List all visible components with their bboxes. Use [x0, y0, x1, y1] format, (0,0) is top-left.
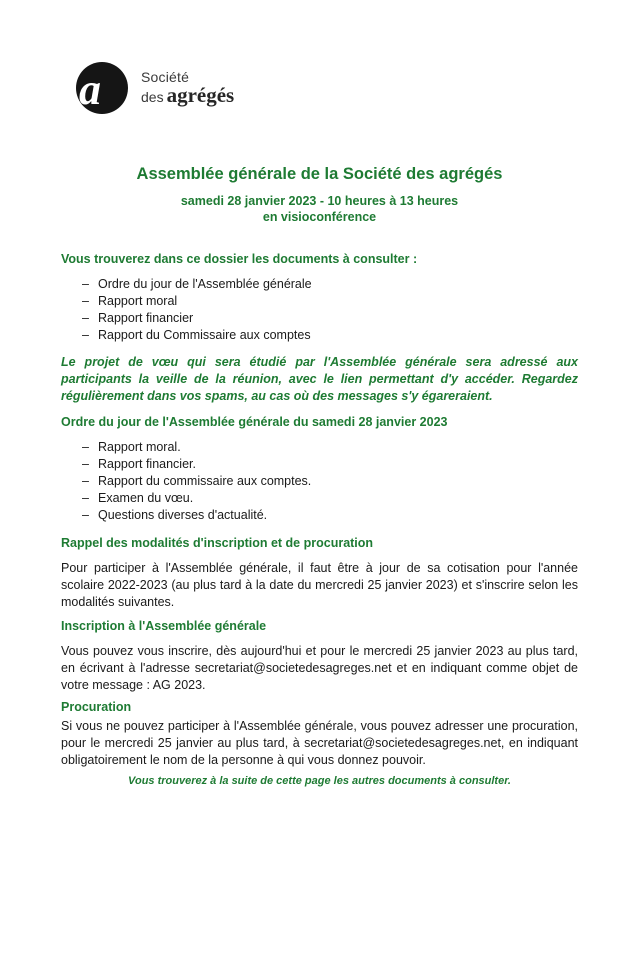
logo-wordmark [141, 70, 234, 107]
list-item-text: Rapport du commissaire aux comptes. [98, 474, 312, 488]
list-item-text: Questions diverses d'actualité. [98, 508, 268, 522]
org-logo [76, 62, 578, 114]
dash-bullet: – [82, 440, 89, 454]
list-item [61, 507, 578, 524]
logo-line1: Société [141, 68, 190, 85]
meeting-mode-line: en visioconférence [262, 210, 377, 224]
list-item-text: Rapport du Commissaire aux comptes [98, 328, 311, 342]
list-item [61, 439, 578, 456]
dossier-heading: Vous trouverez dans ce dossier les documents à consulter : [61, 252, 418, 266]
meeting-date-line: samedi 28 janvier 2023 - 10 heures à 13 heures [180, 194, 459, 208]
page-title: Assemblée générale de la Société des agrégés [136, 165, 503, 183]
list-item [61, 473, 578, 490]
logo-line2 [141, 84, 234, 106]
meeting-datetime [61, 193, 578, 225]
modalites-heading: Rappel des modalités d'inscription et de procuration [61, 536, 374, 550]
dash-bullet: – [82, 508, 89, 522]
dash-bullet: – [82, 311, 89, 325]
list-item-text: Rapport financier. [98, 457, 196, 471]
list-item-text: Rapport financier [98, 311, 194, 325]
document-page [0, 62, 636, 787]
list-item-text: Examen du vœu. [98, 491, 194, 505]
dash-bullet: – [82, 328, 89, 342]
list-item-text: Rapport moral. [98, 440, 181, 454]
dash-bullet: – [82, 277, 89, 291]
list-item [61, 456, 578, 473]
modalites-paragraph: Pour participer à l'Assemblée générale, il faut être à jour de sa cotisation pour l'année scolaire 2022-2023 (au plus tard à la date du mercredi 25 janvier 2023) et s'inscrire selon les modalités suivantes. [61, 561, 578, 609]
logo-line2-regular: des [141, 89, 164, 106]
voeu-notice-paragraph: Le projet de vœu qui sera étudié par l'Assemblée générale sera adressé aux participants la veille de la réunion, avec le lien permettant d'y accéder. Regardez régulièrement dans vos spams, au cas où des messages s'y égareraient. [61, 355, 578, 403]
logo-line2-serif: agrégés [166, 83, 235, 108]
logo-monogram-letter: a [79, 65, 101, 114]
procuration-heading: Procuration [61, 700, 132, 714]
list-item [61, 490, 578, 507]
agenda-items-list [61, 439, 578, 524]
list-item-text: Ordre du jour de l'Assemblée générale [98, 277, 312, 291]
inscription-paragraph: Vous pouvez vous inscrire, dès aujourd'hui et pour le mercredi 25 janvier 2023 au plus tard, en écrivant à l'adresse secretariat@societedesagreges.net et en indiquant comme objet de votre message : AG 2023. [61, 644, 578, 692]
dossier-documents-list [61, 276, 578, 344]
dash-bullet: – [82, 457, 89, 471]
list-item [61, 293, 578, 310]
procuration-paragraph: Si vous ne pouvez participer à l'Assemblée générale, vous pouvez adresser une procuration, pour le mercredi 25 janvier au plus tard, à secretariat@societedesagreges.net, en indiquant obligatoirement le nom de la personne à qui vous donnez pouvoir. [61, 719, 578, 767]
footer-note: Vous trouverez à la suite de cette page les autres documents à consulter. [128, 775, 511, 787]
inscription-heading: Inscription à l'Assemblée générale [61, 619, 267, 633]
dash-bullet: – [82, 474, 89, 488]
list-item [61, 276, 578, 293]
list-item-text: Rapport moral [98, 294, 178, 308]
list-item [61, 327, 578, 344]
dash-bullet: – [82, 491, 89, 505]
dash-bullet: – [82, 294, 89, 308]
logo-monogram-icon [76, 62, 128, 114]
list-item [61, 310, 578, 327]
agenda-heading: Ordre du jour de l'Assemblée générale du samedi 28 janvier 2023 [61, 415, 448, 429]
